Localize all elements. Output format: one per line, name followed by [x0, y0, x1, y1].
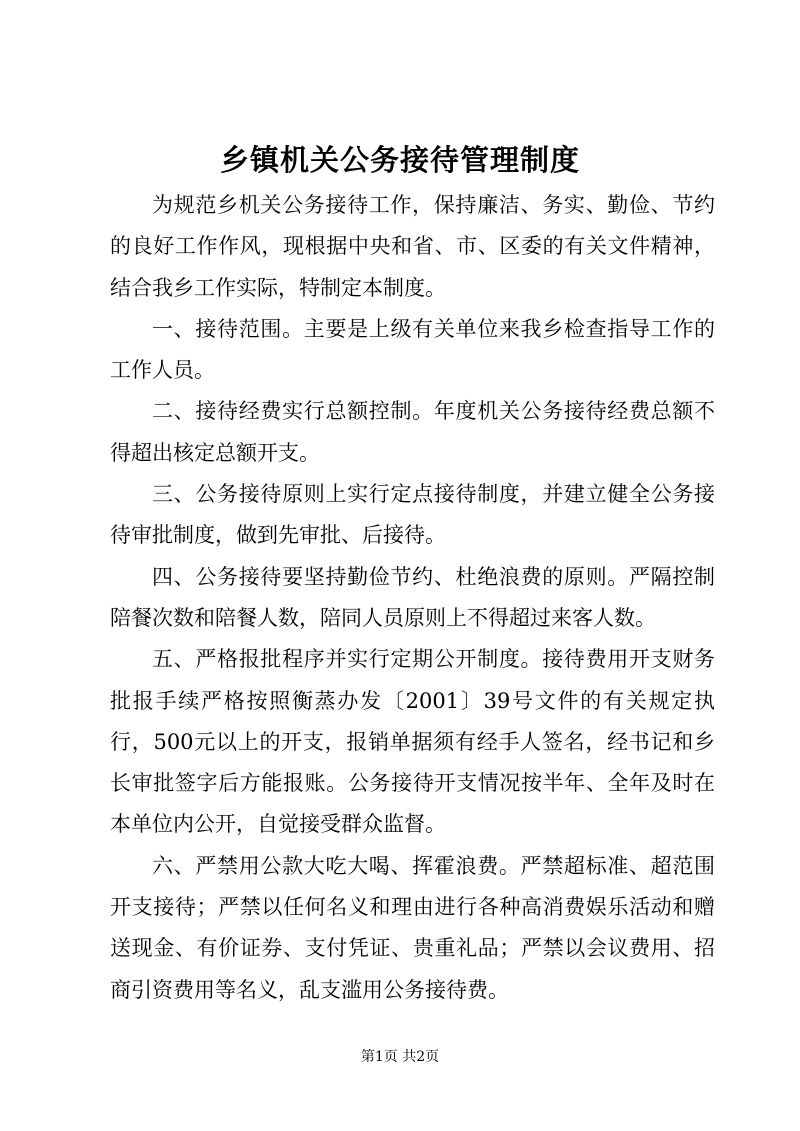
paragraph-designated-venue: 三、公务接待原则上实行定点接待制度，并建立健全公务接待审批制度，做到先审批、后接待。 [110, 482, 715, 548]
document-title: 乡镇机关公务接待管理制度 [219, 143, 580, 177]
document-body [110, 185, 715, 1011]
paragraph-frugality: 四、公务接待要坚持勤俭节约、杜绝浪费的原则。严隔控制陪餐次数和陪餐人数，陪同人员原则上不得超过来客人数。 [110, 564, 715, 630]
paragraph-intro: 为规范乡机关公务接待工作，保持廉洁、务实、勤俭、节约的良好工作作风，现根据中央和省、市、区委的有关文件精神，结合我乡工作实际，特制定本制度。 [110, 193, 715, 300]
paragraph-budget: 二、接待经费实行总额控制。年度机关公务接待经费总额不得超出核定总额开支。 [110, 399, 715, 465]
paragraph-approval-disclosure: 五、严格报批程序并实行定期公开制度。接待费用开支财务批报手续严格按照衡蒸办发〔2001〕39号文件的有关规定执行，500元以上的开支，报销单据须有经手人签名，经书记和乡长审批签字后方能报账。公务接待开支情况按半年、全年及时在本单位内公开，自觉接受群众监督。 [110, 647, 715, 837]
page-footer: 第1页 共2页 [360, 1049, 440, 1065]
paragraph-scope: 一、接待范围。主要是上级有关单位来我乡检查指导工作的工作人员。 [110, 316, 715, 383]
paragraph-prohibitions: 六、严禁用公款大吃大喝、挥霍浪费。严禁超标准、超范围开支接待；严禁以任何名义和理由进行各种高消费娱乐活动和赠送现金、有价证券、支付凭证、贵重礼品；严禁以会议费用、招商引资费用等名义，乱支滥用公务接待费。 [110, 853, 715, 1002]
